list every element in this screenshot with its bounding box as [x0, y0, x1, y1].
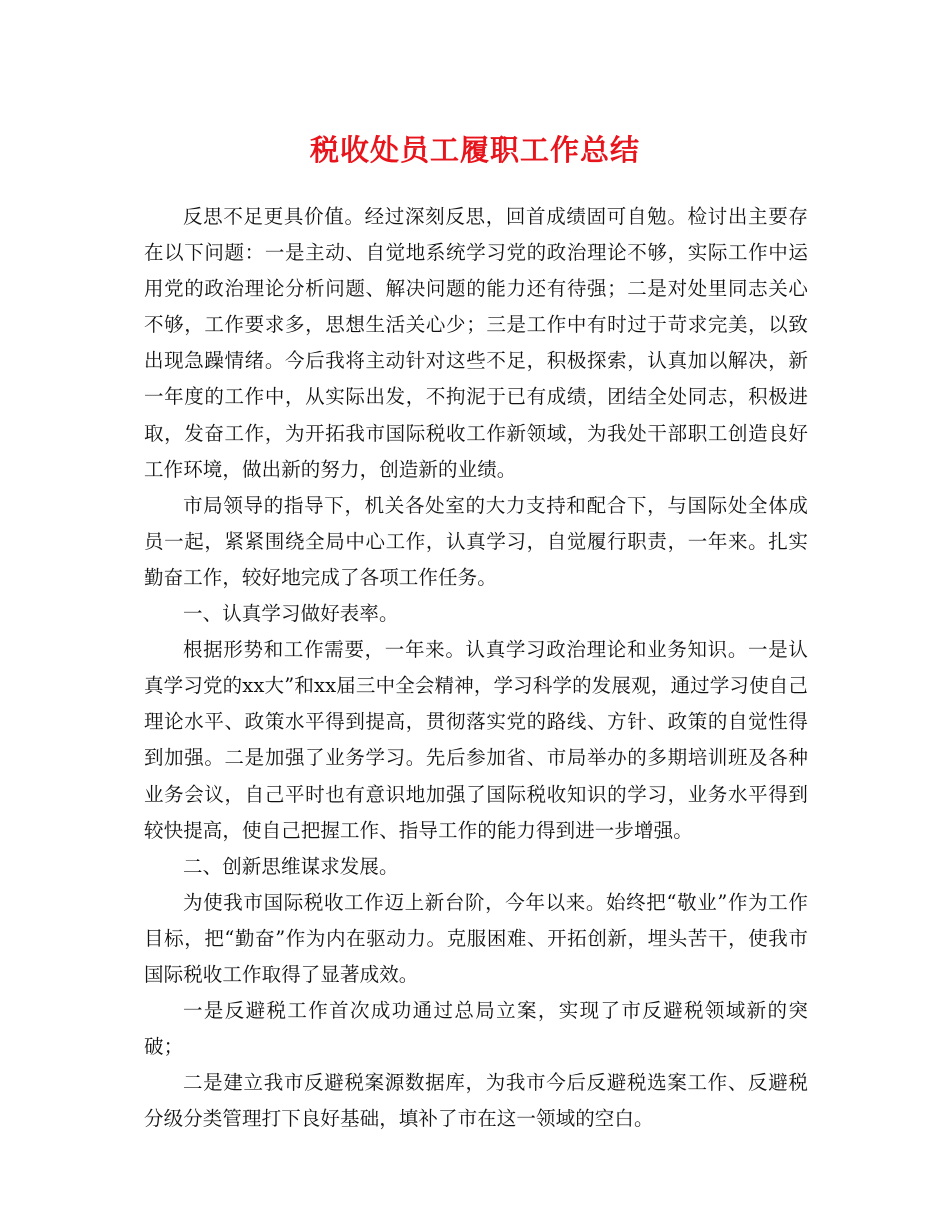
document-title: 税收处员工履职工作总结 — [309, 133, 640, 167]
paragraph-item-two: 二是建立我市反避税案源数据库，为我市今后反避税选案工作、反避税分级分类管理打下良好基础，填补了市在这一领域的空白。 — [144, 1071, 808, 1131]
paragraph-item-one: 一是反避税工作首次成功通过总局立案，实现了市反避税领域新的突破； — [144, 999, 808, 1059]
paragraph-study: 根据形势和工作需要，一年来。认真学习政治理论和业务知识。一是认真学习党的xx大”和xx届三中全会精神，学习科学的发展观，通过学习使自己理论水平、政策水平得到提高，贯彻落实党的路线、方针、政策的自觉性得到加强。二是加强了业务学习。先后参加省、市局举办的多期培训班及各种业务会议，自己平时也有意识地加强了国际税收知识的学习，业务水平得到较快提高，使自己把握工作、指导工作的能力得到进一步增强。 — [144, 638, 808, 842]
section-heading-study: 一、认真学习做好表率。 — [183, 602, 399, 626]
section-heading-innovation: 二、创新思维谋求发展。 — [183, 854, 399, 878]
paragraph-overview: 市局领导的指导下，机关各处室的大力支持和配合下，与国际处全体成员一起，紧紧围绕全局中心工作，认真学习，自觉履行职责，一年来。扎实勤奋工作，较好地完成了各项工作任务。 — [144, 493, 808, 589]
paragraph-reflection: 反思不足更具价值。经过深刻反思，回首成绩固可自勉。检讨出主要存在以下问题：一是主动、自觉地系统学习党的政治理论不够，实际工作中运用党的政治理论分析问题、解决问题的能力还有待强；二是对处里同志关心不够，工作要求多，思想生活关心少；三是工作中有时过于苛求完美，以致出现急躁情绪。今后我将主动针对这些不足，积极探索，认真加以解决，新一年度的工作中，从实际出发，不拘泥于已有成绩，团结全处同志，积极进取，发奋工作，为开拓我市国际税收工作新领域，为我处干部职工创造良好工作环境，做出新的努力，创造新的业绩。 — [144, 205, 808, 481]
paragraph-innovation: 为使我市国际税收工作迈上新台阶，今年以来。始终把“敬业”作为工作目标，把“勤奋”作为内在驱动力。克服困难、开拓创新，埋头苦干，使我市国际税收工作取得了显著成效。 — [144, 890, 808, 986]
document-body — [144, 199, 808, 1137]
